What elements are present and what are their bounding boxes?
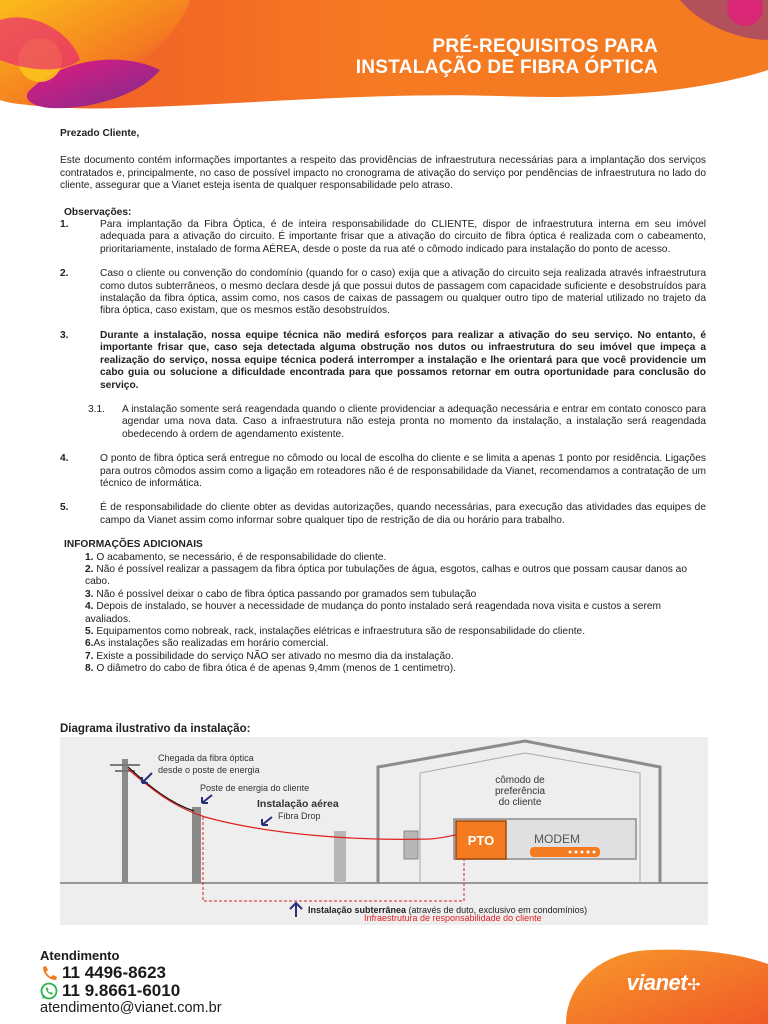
- phone-2[interactable]: [40, 981, 180, 1001]
- item-text: É de responsabilidade do cliente obter as devidas autorizações, quando necessárias, para execução das atividades das equipes de campo da Vianet assim como informar sobre qualquer tipo de restrição de dia ou horário para trabalho.: [100, 502, 706, 526]
- observation-item-2: [60, 268, 706, 318]
- list-item: 7. Existe a possibilidade do serviço NÃO ser ativado no mesmo dia da instalação.: [85, 650, 454, 662]
- additional-info-title: INFORMAÇÕES ADICIONAIS: [64, 539, 203, 551]
- additional-info-list: [85, 552, 706, 676]
- item-text: Caso o cliente ou convenção do condomínio (quando for o caso) exija que a ativação do circuito seja realizada através infraestrutura como dutos subterrâneos, o mesmo declara desde já que possui dutos de passagem com capacidade suficiente e desobstruídos para instalação da fibra óptica, assim como, nos casos de caixas de passagem ou qualquer outro tipo de material utilizado no trajeto da fibra óptica, caso existam, que os mesmos estão desobstruídos.: [100, 268, 706, 317]
- street-pole: [122, 759, 128, 883]
- observation-item-5: [60, 502, 706, 527]
- label-client-pole: Poste de energia do cliente: [200, 783, 310, 793]
- header-banner: [0, 0, 768, 112]
- installation-diagram: [60, 737, 708, 925]
- label-arrival-1: Chegada da fibra óptica: [158, 753, 254, 763]
- phone-1[interactable]: [40, 963, 166, 983]
- greeting: Prezado Cliente,: [60, 128, 140, 139]
- support-email[interactable]: atendimento@vianet.com.br: [40, 1000, 222, 1016]
- label-fiber-drop: Fibra Drop: [278, 811, 321, 821]
- item-number: 4.: [60, 453, 69, 465]
- pto-label: PTO: [467, 833, 495, 848]
- vianet-logo: [627, 970, 701, 996]
- item-text: A instalação somente será reagendada quando o cliente providenciar a adequação necessária e entrar em contato conosco para agendar uma nova data. Caso a infraestrutura não esteja pronta no momento da instalação, a instalação será reagendada obedecendo à ordem de agendamento existente.: [122, 403, 706, 440]
- item-number: 1.: [60, 219, 69, 231]
- intro-paragraph: Este documento contém informações importantes a respeito das providências de infraestrutura necessárias para a implantação dos serviços contratados e, principalmente, no caso de possível impacto no cronograma de ativação do serviço por pendências de infraestrutura no lado do cliente, assegurar que a Vianet esteja isenta de qualquer responsabilidade pelo atraso.: [60, 155, 706, 192]
- phone-1-number: 11 4496-8623: [62, 963, 166, 982]
- label-underground-responsibility: Infraestrutura de responsabilidade do cliente: [364, 913, 542, 923]
- label-room-1: cômodo de: [495, 775, 545, 786]
- title-line-2: INSTALAÇÃO DE FIBRA ÓPTICA: [355, 57, 658, 78]
- item-number: 2.: [60, 268, 69, 280]
- observation-item-3: [60, 330, 706, 392]
- support-label: Atendimento: [40, 948, 120, 963]
- item-number: 3.1.: [88, 403, 105, 415]
- label-arrival-2: desde o poste de energia: [158, 765, 260, 775]
- list-item: 2. Não é possível realizar a passagem da fibra óptica por tubulações de água, esgotos, calhas e outros que possam causar danos ao cabo.: [85, 563, 688, 588]
- wall-post: [334, 831, 346, 883]
- logo-text: vianet: [626, 970, 688, 995]
- list-item: 6.As instalações são realizadas em horário comercial.: [85, 638, 329, 650]
- item-number: 5.: [60, 502, 69, 514]
- item-text: Para implantação da Fibra Óptica, é de inteira responsabilidade do CLIENTE, dispor de infraestrutura interna em seu imóvel adequada para a ativação do circuito. É importante frisar que a ativação do circuito de fibra óptica é realizada com o cabeamento, prioritariamente, instalado de forma AÉREA, desde o poste da rua até o cômodo indicado para instalação do ponto de acesso.: [100, 219, 706, 255]
- title-line-1: PRÉ-REQUISITOS PARA: [432, 36, 658, 57]
- client-pole: [192, 807, 201, 883]
- observation-subitem-3-1: [88, 404, 706, 441]
- diagram-title: Diagrama ilustrativo da instalação:: [60, 723, 251, 735]
- page-title: [356, 36, 658, 78]
- phone-icon: [40, 965, 58, 981]
- observations-title: Observações:: [64, 206, 132, 218]
- modem-label: MODEM: [534, 832, 580, 846]
- list-item: 1. O acabamento, se necessário, é de responsabilidade do cliente.: [85, 551, 387, 563]
- document-body: [60, 128, 706, 676]
- item-number: 3.: [60, 329, 69, 341]
- item-text: Durante a instalação, nossa equipe técnica não medirá esforços para realizar a ativação do seu serviço. No entanto, é importante frisar que, caso seja detectada alguma obstrução nos dutos ou infraestrutura do seu imóvel que impeça a realização do serviço, nossa equipe técnica poderá interromper a instalação e lhe orientará para que você providencie um cabo guia ou solucione a dificuldade encontrada para que possamos retornar em outra oportunidade para conclusão do serviço.: [100, 329, 706, 391]
- logo-mark-icon: ✢: [687, 977, 700, 994]
- observation-item-4: [60, 453, 706, 490]
- label-aerial: Instalação aérea: [257, 798, 339, 810]
- label-underground: Instalação subterrânea (através de duto, exclusivo em condomínios): [308, 905, 588, 915]
- whatsapp-icon: [40, 982, 58, 1000]
- list-item: 3. Não é possível deixar o cabo de fibra óptica passando por gramados sem tubulação: [85, 588, 477, 600]
- observation-item-1: [60, 219, 706, 256]
- phone-2-number: 11 9.8661-6010: [62, 981, 181, 1000]
- label-room-3: do cliente: [498, 797, 542, 808]
- item-text: O ponto de fibra óptica será entregue no cômodo ou local de escolha do cliente e se limita a apenas 1 ponto por residência. Ligações para outros cômodos assim como a ligação em roteadores não é de responsabilidade da Vianet, recomendamos a contratação de um técnico de informática.: [100, 453, 706, 489]
- list-item: 8. O diâmetro do cabo de fibra ótica é de apenas 9,4mm (menos de 1 centimetro).: [85, 663, 456, 675]
- meter-box: [404, 831, 418, 859]
- label-room-2: preferência: [494, 786, 546, 797]
- list-item: 5. Equipamentos como nobreak, rack, instalações elétricas e infraestrutura são de responsabilidade do cliente.: [85, 626, 586, 637]
- list-item: 4. Depois de instalado, se houver a necessidade de mudança do ponto instalado será reagendada nova visita e custos a serem avaliados.: [85, 601, 661, 625]
